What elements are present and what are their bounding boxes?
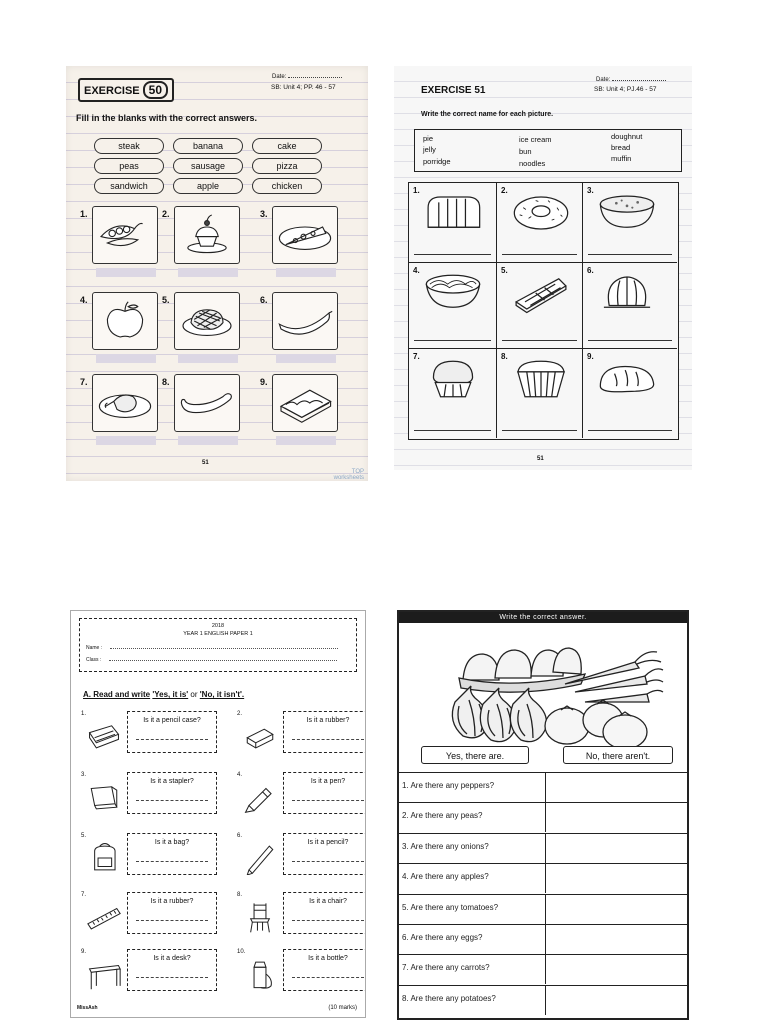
question-number: 1. (81, 711, 87, 717)
answer-blank[interactable] (178, 354, 238, 363)
exercise-50-page-number: 51 (202, 460, 209, 466)
picture-question (409, 183, 497, 263)
question-text: Is it a rubber? (150, 898, 194, 905)
picture-question (497, 183, 583, 263)
answer-line[interactable] (136, 739, 208, 740)
picture-question (260, 206, 356, 288)
question-number: 3. (81, 772, 87, 778)
picture-question (409, 263, 497, 349)
question-box (127, 833, 217, 875)
author-credit: MissAsh (77, 1005, 98, 1011)
answer-line[interactable] (136, 977, 208, 978)
answer-line[interactable] (588, 340, 672, 341)
question-text: Is it a bottle? (308, 955, 348, 962)
answer-line[interactable] (136, 920, 208, 921)
name-field[interactable] (86, 645, 338, 651)
exercise-51-worksheet (394, 66, 692, 470)
sausage-icon (175, 375, 239, 431)
answer-line[interactable] (502, 340, 577, 341)
picture-frame (174, 374, 240, 432)
word-bank-item: ice cream (519, 135, 552, 144)
word-bank-item: steak (94, 138, 164, 154)
question-text: 6. Are there any eggs? (402, 933, 483, 942)
sandwich-icon (273, 375, 337, 431)
question-row (399, 833, 687, 863)
pie-icon (509, 271, 573, 315)
picture-question (162, 292, 258, 374)
question-row (399, 772, 687, 802)
word-bank-item: bun (519, 147, 532, 156)
question-number: 10. (237, 949, 246, 955)
question-number: 5. (81, 833, 87, 839)
question-row (399, 954, 687, 984)
exercise-51-picture-grid (408, 182, 679, 440)
picture-number: 1. (80, 209, 88, 219)
exercise-51-date-label: Date: (596, 77, 611, 83)
exercise-50-instruction: Fill in the blanks with the correct answers. (76, 113, 258, 123)
pencil-icon (239, 841, 281, 875)
answer-line[interactable] (414, 340, 491, 341)
question-box (283, 949, 366, 991)
answer-blank[interactable] (96, 436, 156, 445)
question-box (127, 892, 217, 934)
exercise-50-title (78, 78, 174, 102)
answer-line[interactable] (292, 800, 364, 801)
crayon-icon (239, 780, 281, 814)
question-number: 4. (237, 772, 243, 778)
question-number: 6. (237, 833, 243, 839)
question-item (81, 772, 221, 818)
picture-frame (174, 292, 240, 350)
class-label: Class : (86, 657, 102, 663)
answer-cell[interactable] (545, 834, 688, 863)
picture-number: 5. (501, 266, 508, 275)
question-number: 7. (81, 892, 87, 898)
ice-cream-icon (421, 357, 485, 401)
question-number: 9. (81, 949, 87, 955)
picture-number: 6. (587, 266, 594, 275)
question-text: 1. Are there any peppers? (402, 781, 495, 790)
section-a-prefix: A. Read and write (83, 690, 151, 699)
word-bank-item: doughnut (611, 132, 643, 141)
question-item (81, 833, 221, 879)
picture-number: 2. (162, 209, 170, 219)
word-bank-item: muffin (611, 154, 632, 163)
picture-number: 4. (80, 295, 88, 305)
question-row (399, 985, 687, 1015)
answer-line[interactable] (292, 739, 364, 740)
question-box (283, 772, 366, 814)
answer-line[interactable] (136, 861, 208, 862)
question-box (283, 711, 366, 753)
pizza-icon (273, 207, 337, 263)
picture-question (162, 206, 258, 288)
name-line (110, 648, 338, 649)
picture-frame (92, 206, 158, 264)
word-bank-item: pie (423, 134, 434, 143)
answer-blank[interactable] (178, 268, 238, 277)
exercise-51-page-number: 51 (537, 456, 544, 462)
answer-line[interactable] (502, 254, 577, 255)
bread-icon (421, 191, 485, 235)
picture-number: 9. (260, 377, 268, 387)
answer-sheet-header: Write the correct answer. (399, 612, 687, 623)
word-bank-item: chicken (252, 178, 322, 194)
answer-blank[interactable] (276, 268, 336, 277)
word-bank-item: bread (611, 143, 631, 152)
banana-icon (273, 293, 337, 349)
picture-question (583, 183, 677, 263)
question-item (81, 711, 221, 757)
section-a-no: 'No, it isn't'. (199, 690, 245, 699)
logo-text-top: TOP (351, 469, 364, 475)
picture-number: 9. (587, 352, 594, 361)
question-item (81, 949, 221, 995)
word-bank-item: sandwich (94, 178, 164, 194)
question-text: 3. Are there any onions? (402, 841, 489, 851)
answer-line[interactable] (136, 800, 208, 801)
question-text: Is it a pencil case? (143, 717, 201, 724)
doughnut-icon (509, 191, 573, 235)
noodles-icon (421, 271, 485, 315)
picture-frame (272, 206, 338, 264)
steak-icon (175, 293, 239, 349)
section-a-instruction (83, 690, 244, 699)
picture-number: 8. (501, 352, 508, 361)
question-text: 7. Are there any carrots? (402, 963, 490, 973)
question-text: Is it a bag? (154, 839, 190, 846)
picture-question (497, 349, 583, 438)
exercise-51-title: EXERCISE 51 (421, 85, 486, 96)
top-worksheets-logo (334, 469, 364, 481)
chicken-icon (93, 375, 157, 431)
question-item (81, 892, 221, 938)
exercise-51-sb-ref: SB: Unit 4; PJ.46 - 57 (594, 86, 657, 93)
question-item (237, 949, 366, 995)
class-line (109, 660, 337, 661)
question-box (127, 711, 217, 753)
picture-number: 8. (162, 377, 170, 387)
name-label: Name : (86, 645, 103, 651)
pencil-case-icon (83, 719, 125, 753)
chair-icon (239, 900, 281, 934)
picture-number: 1. (413, 186, 420, 195)
picture-frame (174, 206, 240, 264)
book-icon (83, 780, 125, 814)
question-box (127, 949, 217, 991)
question-item (237, 711, 366, 757)
answer-blank[interactable] (276, 354, 336, 363)
exercise-50-date-label: Date: (272, 74, 287, 80)
jelly-icon (595, 271, 659, 315)
question-text: Is it a stapler? (150, 778, 194, 785)
word-bank-item: pizza (252, 158, 322, 174)
option-no-there-arent: No, there aren't. (563, 746, 673, 764)
question-number: 2. (237, 711, 243, 717)
exercise-50-title-word: EXERCISE (84, 85, 140, 97)
answer-line[interactable] (588, 430, 672, 431)
question-text: 2. Are there any peas? (402, 811, 483, 821)
exercise-51-instruction: Write the correct name for each picture. (421, 111, 554, 118)
picture-frame (92, 292, 158, 350)
word-bank-item: jelly (423, 145, 436, 154)
answer-line[interactable] (292, 977, 364, 978)
question-text: Is it a pen? (310, 778, 346, 785)
bun-icon (595, 357, 659, 401)
exercise-50-number: 50 (143, 81, 168, 99)
answer-line[interactable] (502, 430, 577, 431)
question-row (399, 924, 687, 954)
answer-line[interactable] (588, 254, 672, 255)
bag-icon (83, 841, 125, 875)
question-row (399, 802, 687, 832)
answer-cell[interactable] (545, 803, 688, 832)
question-text: 8. Are there any potatoes? (402, 993, 496, 1003)
picture-question (409, 349, 497, 438)
answer-blank[interactable] (96, 354, 156, 363)
picture-question (497, 263, 583, 349)
answer-cell[interactable] (545, 864, 688, 893)
muffin-icon (509, 357, 573, 401)
word-bank-item: noodles (519, 159, 546, 168)
answer-line[interactable] (414, 430, 491, 431)
picture-question (583, 349, 677, 438)
apple-icon (93, 293, 157, 349)
cupcake-icon (175, 207, 239, 263)
question-text: Is it a pencil? (307, 839, 349, 846)
logo-text-bottom: worksheets (333, 475, 364, 481)
answer-blank[interactable] (96, 268, 156, 277)
picture-number: 5. (162, 295, 170, 305)
peas-icon (93, 207, 157, 263)
class-field[interactable] (86, 657, 337, 663)
question-row (399, 863, 687, 893)
question-number: 8. (237, 892, 243, 898)
picture-question (260, 292, 356, 374)
answer-line[interactable] (292, 920, 364, 921)
picture-frame (272, 374, 338, 432)
picture-question (583, 263, 677, 349)
answer-cell[interactable] (545, 895, 688, 924)
word-bank-item: sausage (173, 158, 243, 174)
section-a-yes: 'Yes, it is' (152, 690, 189, 699)
vegetables-and-eggs-illustration (435, 632, 665, 752)
answer-cell[interactable] (545, 986, 688, 1015)
word-bank-item: apple (173, 178, 243, 194)
question-text: Is it a rubber? (306, 717, 350, 724)
answer-blank[interactable] (178, 436, 238, 445)
answer-blank[interactable] (276, 436, 336, 445)
paper-title: YEAR 1 ENGLISH PAPER 1 (183, 631, 253, 637)
question-item (237, 833, 366, 879)
question-text: Is it a chair? (309, 898, 347, 905)
picture-number: 3. (587, 186, 594, 195)
paper-year: 2018 (211, 623, 225, 629)
word-bank-item: cake (252, 138, 322, 154)
picture-number: 4. (413, 266, 420, 275)
section-a-or: or (190, 690, 198, 699)
exercise-50-sb-ref: SB: Unit 4; PP. 46 - 57 (271, 84, 336, 91)
glue-icon (239, 957, 281, 991)
answer-line[interactable] (414, 254, 491, 255)
question-text: 5. Are there any tomatoes? (402, 902, 499, 912)
paper-header (79, 618, 357, 672)
date-rule (612, 80, 666, 81)
year-1-english-paper (70, 610, 366, 1018)
picture-number: 3. (260, 209, 268, 219)
picture-number: 7. (80, 377, 88, 387)
date-rule (288, 77, 342, 78)
ruler-icon (83, 900, 125, 934)
answer-cell[interactable] (545, 955, 688, 984)
answer-line[interactable] (292, 861, 364, 862)
exercise-50-worksheet (66, 66, 368, 481)
exercise-51-date (596, 77, 666, 83)
picture-frame (92, 374, 158, 432)
answer-cell[interactable] (545, 925, 688, 954)
option-yes-there-are: Yes, there are. (421, 746, 529, 764)
exercise-51-word-bank (414, 129, 682, 172)
question-text: 4. Are there any apples? (402, 872, 489, 882)
word-bank-item: porridge (423, 157, 451, 166)
porridge-icon (595, 191, 659, 235)
exercise-50-word-bank (94, 138, 324, 194)
question-box (283, 833, 366, 875)
word-bank-item: banana (173, 138, 243, 154)
picture-question (162, 374, 258, 456)
exercise-50-date (272, 74, 342, 80)
question-text: Is it a desk? (153, 955, 191, 962)
question-box (127, 772, 217, 814)
write-correct-answer-worksheet (397, 610, 689, 1020)
desk-icon (83, 957, 125, 991)
word-bank-item: peas (94, 158, 164, 174)
question-item (237, 772, 366, 818)
picture-question (260, 374, 356, 456)
picture-number: 6. (260, 295, 268, 305)
picture-number: 2. (501, 186, 508, 195)
question-item (237, 892, 366, 938)
answer-cell[interactable] (545, 773, 688, 802)
question-row (399, 894, 687, 924)
picture-number: 7. (413, 352, 420, 361)
picture-frame (272, 292, 338, 350)
rubber-icon (239, 719, 281, 753)
question-box (283, 892, 366, 934)
total-marks: (10 marks) (328, 1005, 357, 1011)
